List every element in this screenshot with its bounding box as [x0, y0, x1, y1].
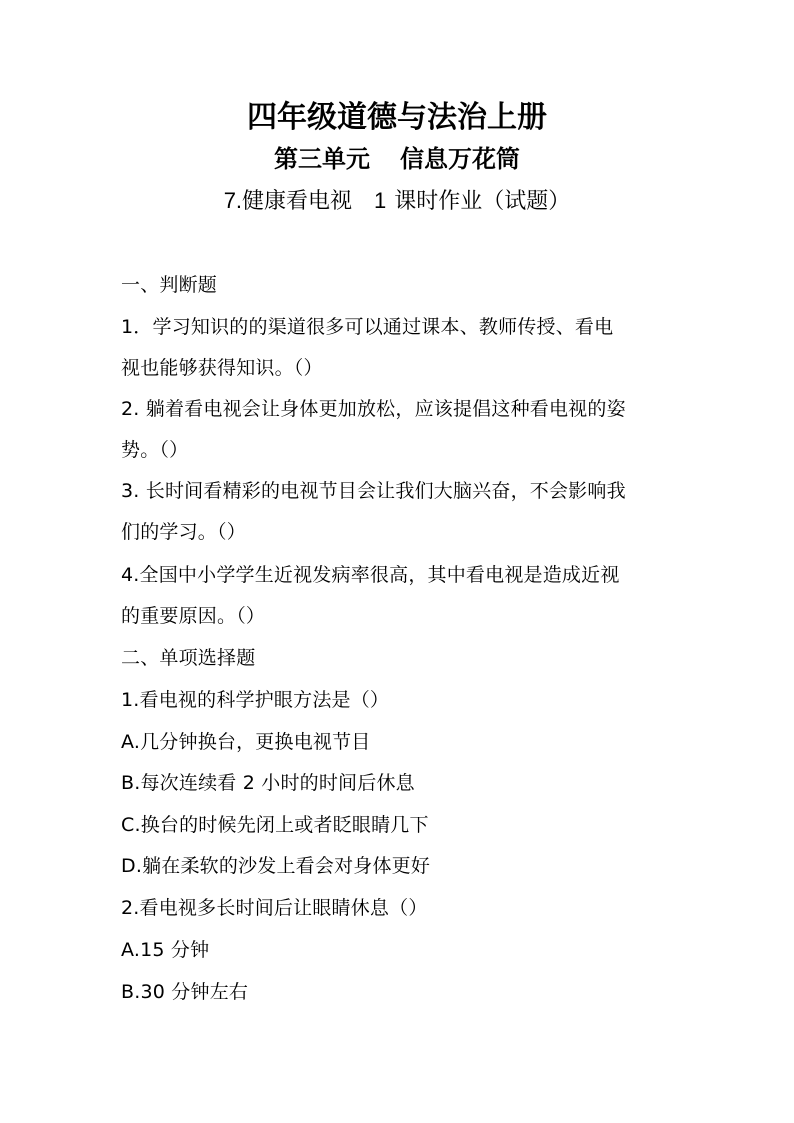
tf-question-3-line1: 3. 长时间看精彩的电视节目会让我们大脑兴奋，不会影响我 [121, 480, 626, 502]
mc-question-1-option-a: A.几分钟换台，更换电视节目 [121, 731, 371, 753]
unit-title [0, 144, 794, 174]
tf-question-4-line2: 的重要原因。（） [121, 605, 266, 627]
book-title: 四年级道德与法治上册 [247, 100, 547, 135]
tf-question-2-line1: 2. 躺着看电视会让身体更加放松，应该提倡这种看电视的姿 [121, 398, 626, 420]
tf-question-1-line2: 视也能够获得知识。（） [121, 357, 323, 379]
unit-name: 信息万花筒 [400, 145, 520, 173]
tf-question-3-line2: 们的学习。（） [121, 521, 246, 543]
mc-question-1-option-b: B.每次连续看 2 小时的时间后休息 [121, 772, 415, 794]
mc-question-2-option-b: B.30 分钟左右 [121, 981, 249, 1003]
mc-question-2-stem: 2.看电视多长时间后让眼睛休息（） [121, 897, 428, 919]
mc-question-1-option-d: D.躺在柔软的沙发上看会对身体更好 [121, 855, 431, 877]
lesson-suffix: 课时作业（试题） [394, 188, 571, 213]
mc-question-2-option-a: A.15 分钟 [121, 939, 210, 961]
tf-question-2-line2: 势。（） [121, 439, 189, 461]
mc-question-1-stem: 1.看电视的科学护眼方法是（） [121, 689, 390, 711]
lesson-name: 7.健康看电视 [223, 188, 353, 213]
tf-question-1-line1: 1．学习知识的的渠道很多可以通过课本、教师传授、看电 [121, 316, 614, 338]
mc-question-1-option-c: C.换台的时候先闭上或者眨眼睛几下 [121, 814, 429, 836]
lesson-title [0, 186, 794, 216]
section-heading-true-false: 一、判断题 [121, 274, 218, 296]
tf-question-4-line1: 4.全国中小学学生近视发病率很高，其中看电视是造成近视 [121, 564, 620, 586]
unit-label: 第三单元 [274, 145, 370, 173]
lesson-period: 1 [374, 188, 387, 213]
section-heading-single-choice: 二、单项选择题 [121, 647, 256, 669]
